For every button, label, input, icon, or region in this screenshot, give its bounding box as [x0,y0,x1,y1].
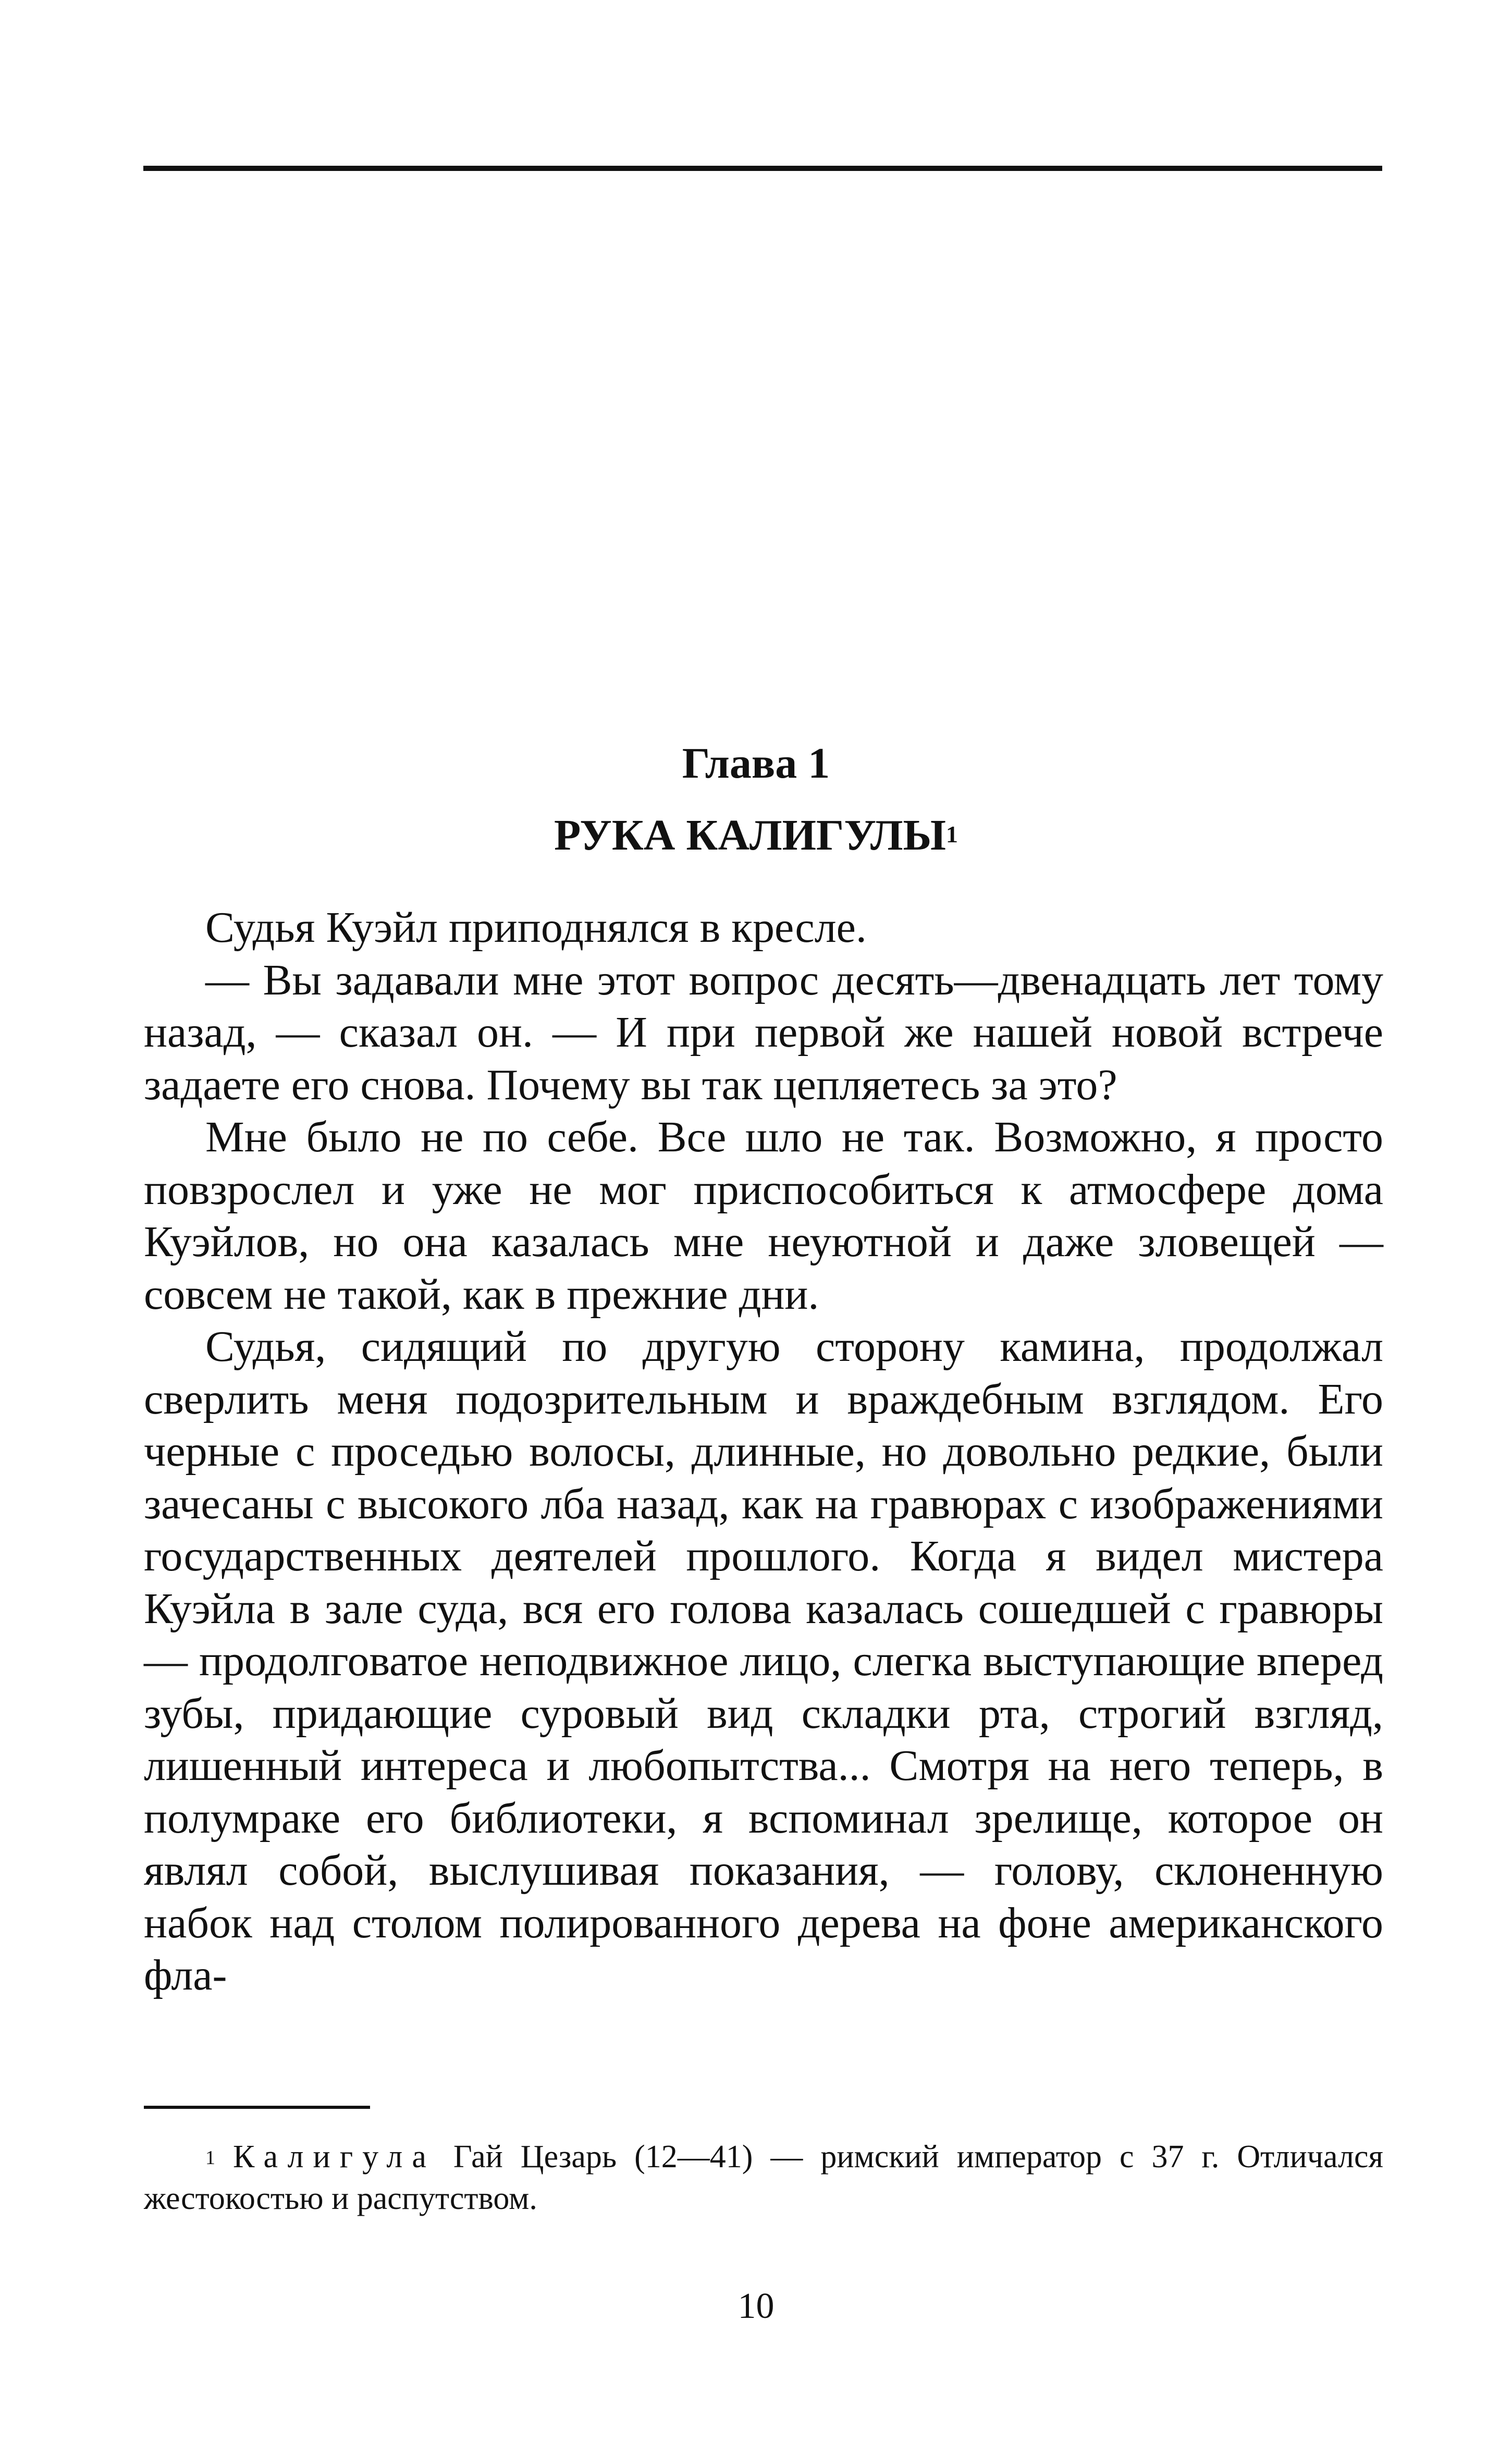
chapter-number: Глава 1 [682,739,830,788]
paragraph: Мне было не по себе. Все шло не так. Возможно, я просто повзрослел и уже не мог приспособиться к атмосфере дома Куэйлов, но она казалась мне неуютной и даже зловещей — совсем не такой, как в прежние дни. [144,1113,1383,1319]
paragraph: Судья Куэйл приподнялся в кресле. [205,903,867,952]
footnote-mark: 1 [205,2147,215,2169]
chapter-title-text: РУКА КАЛИГУЛЫ [554,811,946,859]
chapter-title [0,807,1512,864]
paragraph: — Вы задавали мне этот вопрос десять—двенадцать лет тому назад, — сказал он. — И при первой же нашей новой встрече задаете его снова. Почему вы так цепляетесь за это? [144,955,1383,1109]
paragraph: Судья, сидящий по другую сторону камина, продолжал сверлить меня подозрительным и враждебным взглядом. Его черные с проседью волосы, длинные, но довольно редкие, были зачесаны с высокого лба назад, как на гравюрах с изображениями государственных деятелей прошлого. Когда я видел мистера Куэйла в зале суда, вся его голова казалась сошедшей с гравюры — продолговатое неподвижное лицо, слегка выступающие вперед зубы, придающие суровый вид складки рта, строгий взгляд, лишенный интереса и любопытства... Смотря на него теперь, в полумраке его библиотеки, я вспоминал зрелище, которое он являл собой, выслушивая показания, — голову, склоненную набок над столом полированного дерева на фоне американского фла- [144,1322,1383,1999]
footnote-text: Гай Цезарь (12—41) — римский император с 37 г. Отличался жестокостью и распутством. [144,2139,1383,2216]
footnote-term: Калигула [232,2139,436,2175]
footnote [144,2136,1383,2219]
page-number: 10 [737,2286,775,2326]
chapter-title-footnote-ref: 1 [946,821,958,848]
header-rule [143,166,1382,171]
body-text [144,902,1383,2002]
footnote-rule [144,2106,370,2109]
